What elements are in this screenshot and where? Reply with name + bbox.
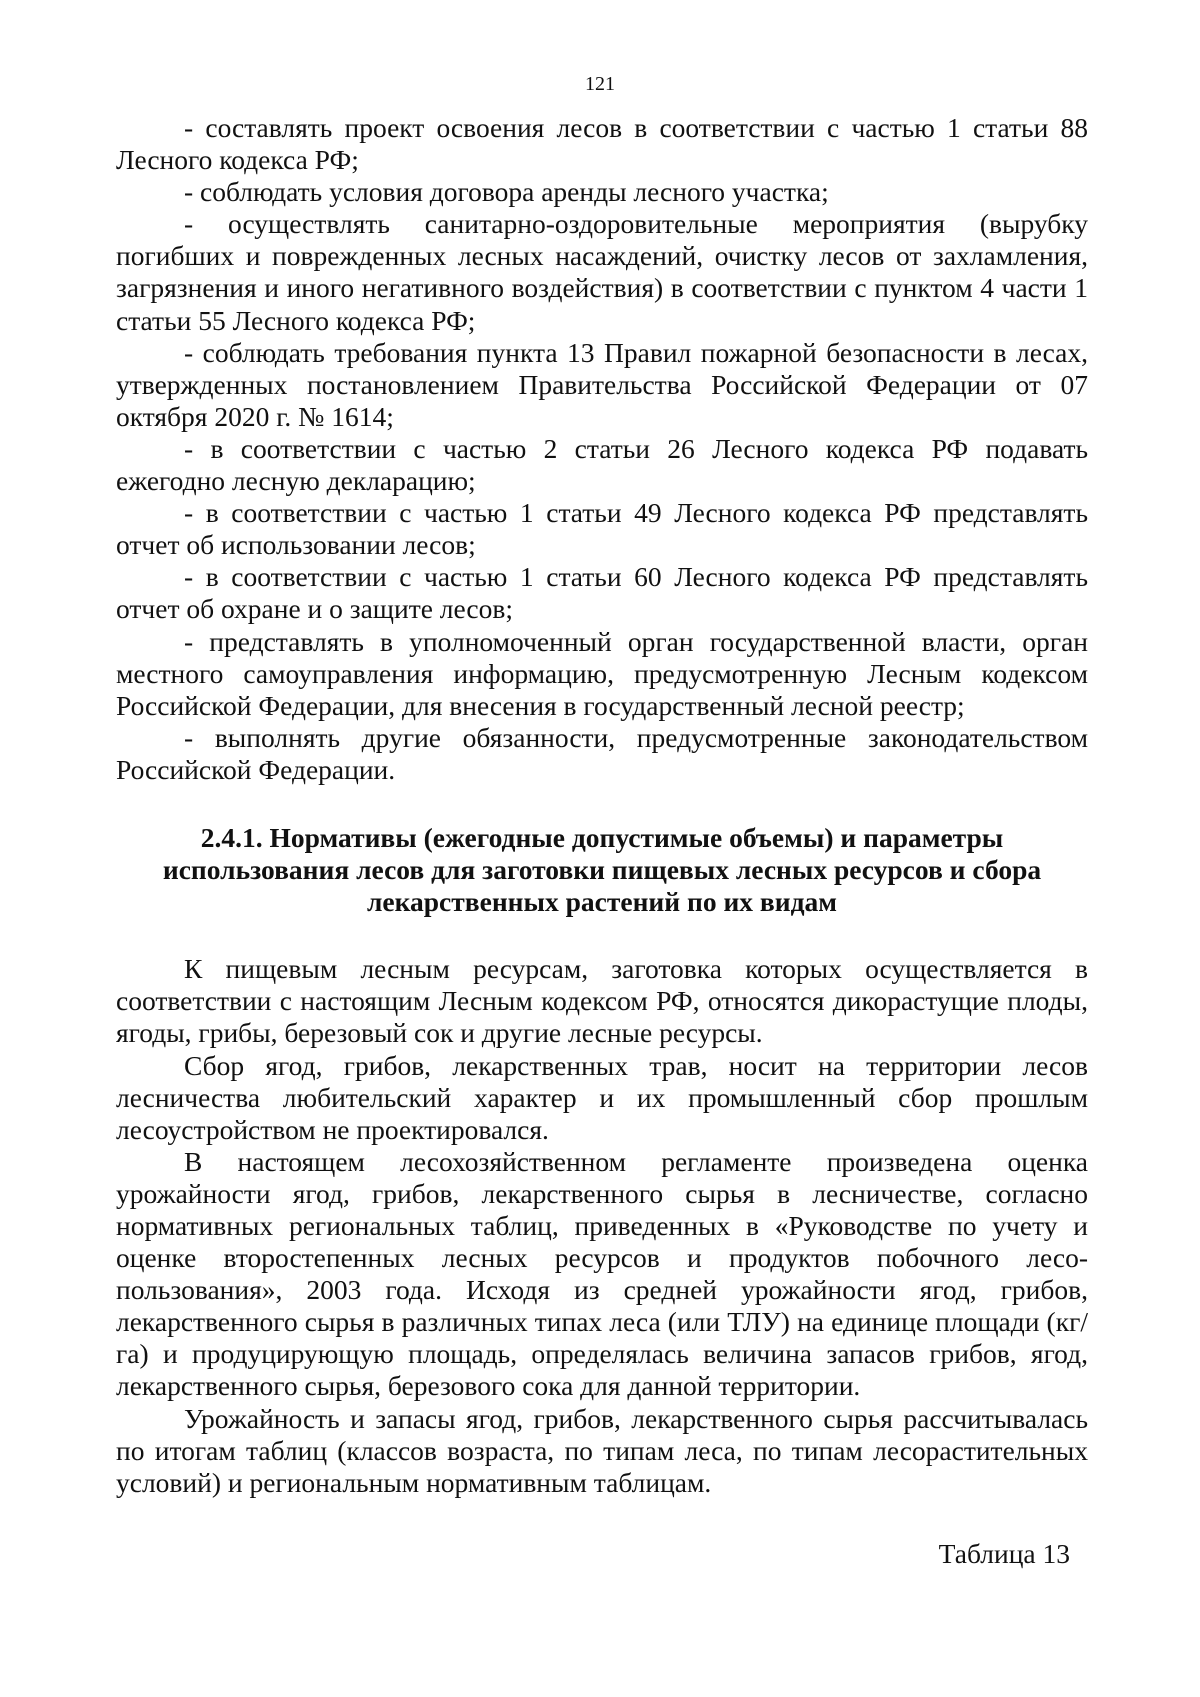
obligation-item: - выполнять другие обязанности, предусмотренные законодательством Российской Федерации. <box>116 721 1088 785</box>
page-number: 121 <box>585 73 615 95</box>
section-heading-line: 2.4.1. Нормативы (ежегодные допустимые объемы) и параметры <box>200 821 1004 853</box>
obligation-item: - соблюдать условия договора аренды лесного участка; <box>184 176 829 208</box>
obligations-list <box>116 112 1088 786</box>
body-paragraph: Урожайность и запасы ягод, грибов, лекарственного сырья рассчитывалась по итогам таблиц (классов возраста, по типам леса, по типам лесорастительных условий) и региональным нормативным таблицам. <box>116 1402 1088 1498</box>
obligation-item: - составлять проект освоения лесов в соответствии с частью 1 статьи 88 Лесного кодекса РФ; <box>116 112 1088 176</box>
table-caption: Таблица 13 <box>938 1537 1070 1569</box>
page-content <box>116 112 1088 1570</box>
section-heading <box>136 822 1068 918</box>
obligation-item: - представлять в уполномоченный орган государственной власти, орган местного самоуправления информацию, предусмотренную Лесным кодексом Российской Федерации, для внесения в государственный лесной реестр; <box>116 625 1088 721</box>
body-paragraph: К пищевым лесным ресурсам, заготовка которых осуществляется в соответствии с настоящим Лесным кодексом РФ, относятся дикорастущие плоды, ягоды, грибы, березовый сок и другие лесные ресурсы. <box>116 953 1088 1049</box>
body-paragraph: В настоящем лесохозяйственном регламенте произведена оценка урожайности ягод, грибов, лекарственного сырья в лесничестве, согласно нормативных региональных таблиц, приведенных в «Руководстве по учету и оценке второстепенных лесных ресурсов и продуктов побочного лесо-пользования», 2003 года. Исходя из средней урожайности ягод, грибов, лекарственного сырья в различных типах леса (или ТЛУ) на единице площади (кг/га) и продуцирующую площадь, определялась величина запасов грибов, ягод, лекарственного сырья, березового сока для данной территории. <box>116 1145 1088 1402</box>
section-heading-line: использования лесов для заготовки пищевых лесных ресурсов и сбора <box>162 854 1042 886</box>
obligation-item: - в соответствии с частью 1 статьи 49 Лесного кодекса РФ представлять отчет об использовании лесов; <box>116 497 1088 561</box>
section-heading-line: лекарственных растений по их видам <box>366 886 838 918</box>
obligation-item: - в соответствии с частью 2 статьи 26 Лесного кодекса РФ подавать ежегодно лесную декларацию; <box>116 432 1088 497</box>
obligation-item: - осуществлять санитарно-оздоровительные мероприятия (вырубку погибших и поврежденных лесных насаждений, очистку лесов от захламления, загрязнения и иного негативного воздействия) в соответствии с пунктом 4 части 1 статьи 55 Лесного кодекса РФ; <box>116 208 1088 336</box>
obligation-item: - в соответствии с частью 1 статьи 60 Лесного кодекса РФ представлять отчет об охране и о защите лесов; <box>116 561 1088 625</box>
body-paragraph: Сбор ягод, грибов, лекарственных трав, носит на территории лесов лесничества любительский характер и их промышленный сбор прошлым лесоустройством не проектировался. <box>116 1049 1088 1145</box>
section-body <box>116 953 1088 1499</box>
obligation-item: - соблюдать требования пункта 13 Правил пожарной безопасности в лесах, утвержденных постановлением Правительства Российской Федерации от 07 октября 2020 г. № 1614; <box>116 336 1088 432</box>
